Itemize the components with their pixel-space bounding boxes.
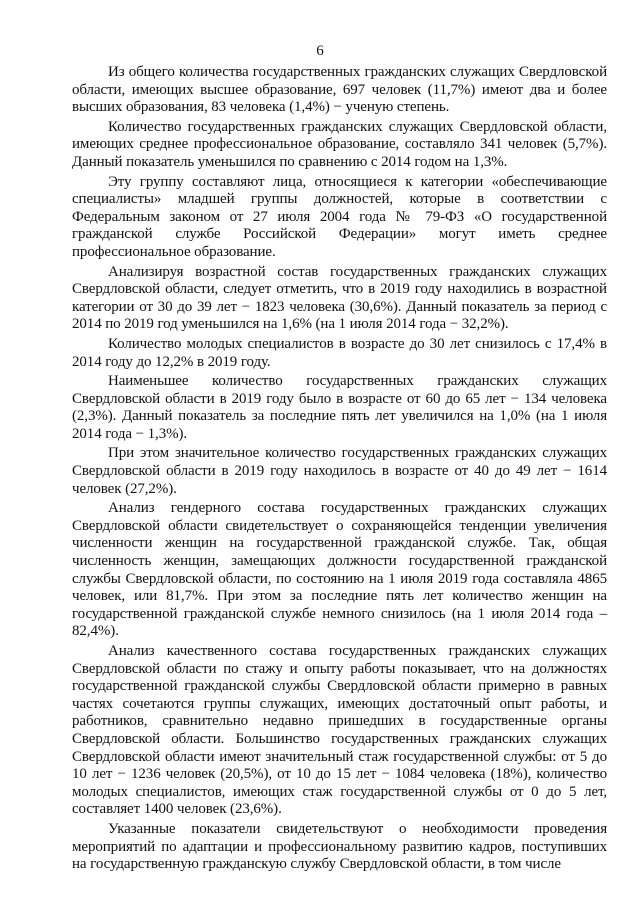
paragraph-young-specialists: Количество молодых специалистов в возрасте до 30 лет снизилось с 17,4% в 2014 году до 12,2% в 2019 году. bbox=[72, 335, 607, 370]
page-number: 6 bbox=[316, 43, 324, 59]
paragraph-age-40-49: При этом значительное количество государственных гражданских служащих Свердловской области в 2019 году находилось в возрасте от 40 до 49 лет − 1614 человек (27,2%). bbox=[72, 445, 607, 497]
paragraph-higher-education: Из общего количества государственных гражданских служащих Свердловской области, имеющих высшее образование, 697 человек (11,7%) имеют два и более высших образования, 83 человека (1,4%) − ученую степень. bbox=[72, 64, 607, 116]
paragraph-secondary-education: Количество государственных гражданских служащих Свердловской области, имеющих среднее профессиональное образование, составляло 341 человек (5,7%). Данный показатель уменьшился по сравнению с 2014 годом на 1,3%. bbox=[72, 118, 607, 170]
paragraph-support-specialists: Эту группу составляют лица, относящиеся к категории «обеспечивающие специалисты» младшей группы должностей, которые в соответствии с Федеральным законом от 27 июля 2004 года № 79-ФЗ «О государственной гражданской службе Российской Федерации» могут иметь среднее профессиональное образование. bbox=[72, 173, 607, 260]
paragraph-age-30-39: Анализируя возрастной состав государственных гражданских служащих Свердловской области, следует отметить, что в 2019 году находились в возрастной категории от 30 до 39 лет − 1823 человека (30,6%). Данный показатель за период с 2014 по 2019 год уменьшился на 1,6% (на 1 июля 2014 года − 32,2%). bbox=[72, 263, 607, 333]
document-body bbox=[72, 64, 607, 876]
paragraph-gender-composition: Анализ гендерного состава государственных гражданских служащих Свердловской области свидетельствует о сохраняющейся тенденции увеличения численности женщин на государственной гражданской службе. Так, общая численность женщин, замещающих должности государственной гражданской службы Свердловской области, по состоянию на 1 июля 2019 года составляла 4865 человек, или 81,7%. При этом за последние пять лет количество женщин на государственной гражданской службе немного снизилось (на 1 июля 2014 года – 82,4%). bbox=[72, 500, 607, 640]
paragraph-work-experience: Анализ качественного состава государственных гражданских служащих Свердловской области по стажу и опыту работы показывает, что на должностях государственной гражданской службы Свердловской области примерно в равных частях сочетаются группы служащих, имеющих достаточный опыт работы, и работников, сравнительно недавно пришедших в государственные органы Свердловской области. Большинство государственных гражданских служащих Свердловской области имеют значительный стаж государственной службы: от 5 до 10 лет − 1236 человек (20,5%), от 10 до 15 лет − 1084 человека (18%), количество молодых специалистов, имеющих стаж государственной службы от 0 до 5 лет, составляет 1400 человек (23,6%). bbox=[72, 643, 607, 818]
paragraph-age-60-65: Наименьшее количество государственных гражданских служащих Свердловской области в 2019 году было в возрасте от 60 до 65 лет − 134 человека (2,3%). Данный показатель за последние пять лет увеличился на 1,0% (на 1 июля 2014 года − 1,3%). bbox=[72, 373, 607, 442]
paragraph-conclusion: Указанные показатели свидетельствуют о необходимости проведения мероприятий по адаптации и профессиональному развитию кадров, поступивших на государственную гражданскую службу Свердловской области, в том числе bbox=[72, 820, 607, 873]
